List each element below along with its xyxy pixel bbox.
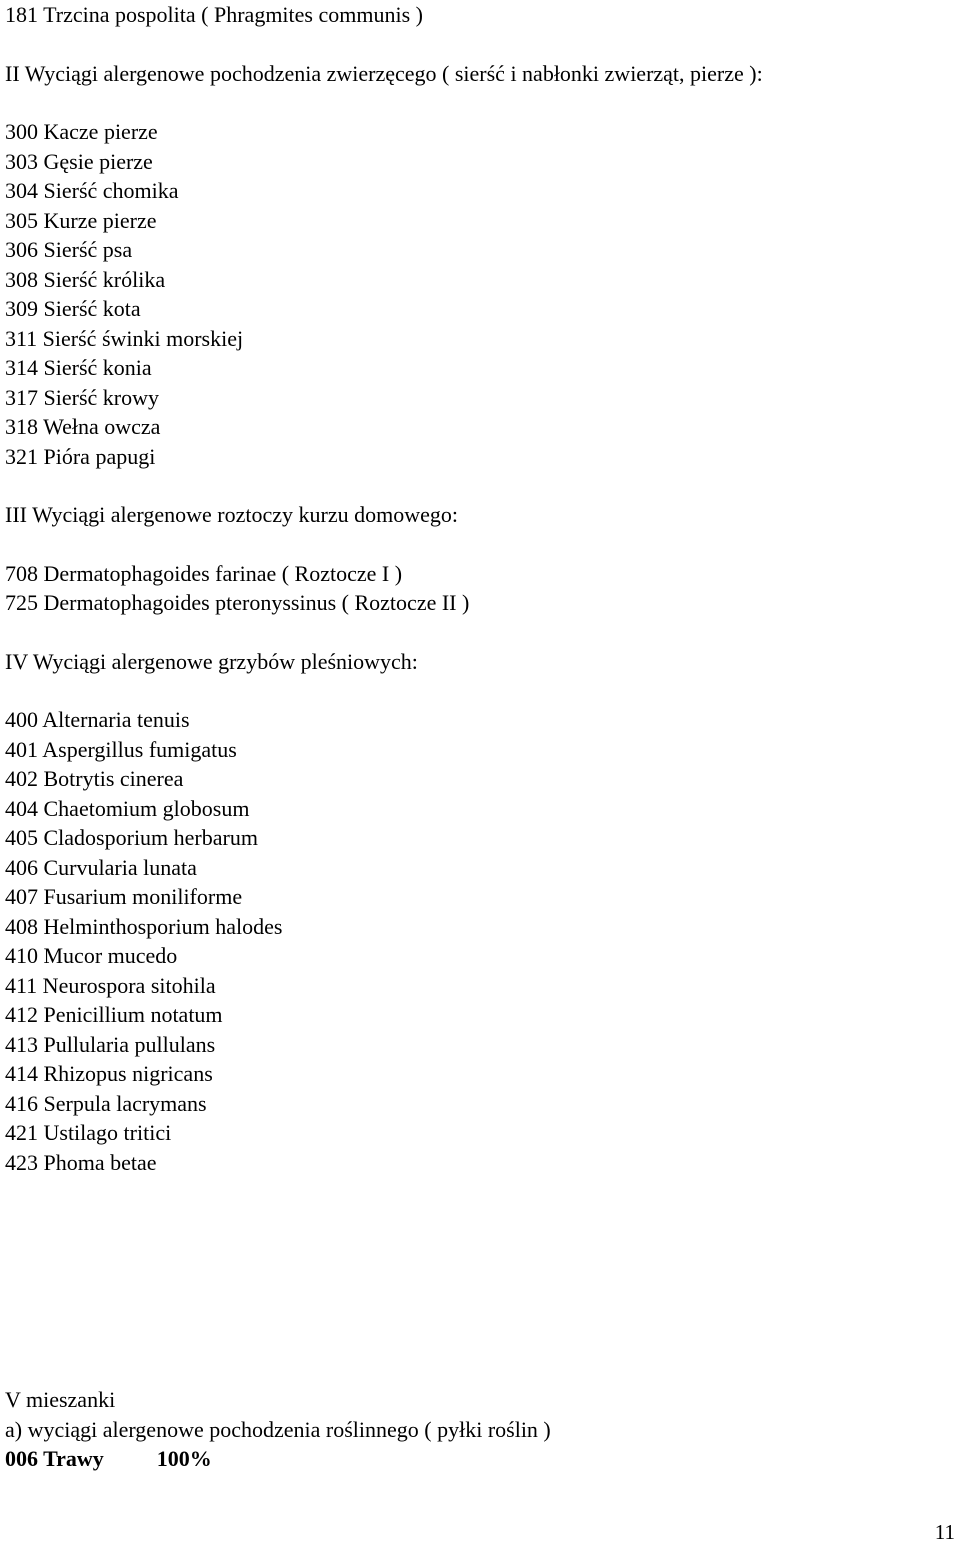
list-item: 306 Sierść psa: [5, 237, 133, 262]
list-item: 318 Wełna owcza: [5, 414, 161, 439]
section-heading-molds: IV Wyciągi alergenowe grzybów pleśniowych:: [5, 648, 418, 674]
list-item: 401 Aspergillus fumigatus: [5, 736, 237, 762]
mite-allergen-list: [5, 559, 955, 618]
list-item: 414 Rhizopus nigricans: [5, 1061, 213, 1086]
section-heading-mites: III Wyciągi alergenowe roztoczy kurzu domowego:: [5, 502, 458, 527]
mixture-entry-label: 006 Trawy: [5, 1446, 104, 1471]
list-item: 402 Botrytis cinerea: [5, 766, 184, 791]
list-item: 181 Trzcina pospolita ( Phragmites communis ): [5, 2, 423, 27]
list-item: 400 Alternaria tenuis: [5, 707, 190, 732]
list-item: 300 Kacze pierze: [5, 119, 158, 144]
list-item: 314 Sierść konia: [5, 355, 152, 380]
section-heading-animal: II Wyciągi alergenowe pochodzenia zwierzęcego ( sierść i nabłonki zwierząt, pierze ):: [5, 60, 763, 86]
list-item: 406 Curvularia lunata: [5, 854, 197, 880]
list-item: 317 Sierść krowy: [5, 384, 159, 410]
spacer: [5, 471, 955, 500]
list-item: 411 Neurospora sitohila: [5, 972, 216, 998]
list-item: 413 Pullularia pullulans: [5, 1031, 216, 1057]
list-item: 412 Penicillium notatum: [5, 1002, 223, 1027]
section-subheading-pollen: a) wyciągi alergenowe pochodzenia roślinnego ( pyłki roślin ): [5, 1416, 551, 1442]
list-item: 725 Dermatophagoides pteronyssinus ( Roztocze II ): [5, 590, 470, 615]
mold-allergen-list: [5, 705, 955, 1177]
spacer: [5, 676, 955, 705]
section-heading-mixtures: V mieszanki: [5, 1387, 116, 1412]
animal-allergen-list: [5, 117, 955, 471]
list-item: 309 Sierść kota: [5, 296, 141, 321]
list-item: 308 Sierść królika: [5, 266, 166, 292]
mixture-entry: [5, 1444, 955, 1474]
document-page: [5, 0, 955, 1474]
spacer: [5, 618, 955, 647]
list-item: 311 Sierść świnki morskiej: [5, 325, 244, 351]
list-item: 404 Chaetomium globosum: [5, 795, 250, 821]
list-item: 304 Sierść chomika: [5, 178, 179, 203]
spacer: [5, 1177, 955, 1385]
spacer: [5, 88, 955, 117]
list-item: 423 Phoma betae: [5, 1149, 157, 1175]
list-item: 407 Fusarium moniliforme: [5, 884, 243, 909]
list-item: 421 Ustilago tritici: [5, 1120, 172, 1145]
spacer: [5, 30, 955, 59]
list-item: 416 Serpula lacrymans: [5, 1090, 207, 1116]
list-item: 405 Cladosporium herbarum: [5, 825, 258, 850]
list-item: 410 Mucor mucedo: [5, 943, 178, 968]
mixture-entry-value: 100%: [156, 1446, 212, 1471]
list-item: 408 Helminthosporium halodes: [5, 913, 283, 939]
list-item: 321 Pióra papugi: [5, 443, 156, 469]
spacer: [5, 530, 955, 559]
list-item: 303 Gęsie pierze: [5, 148, 153, 174]
list-item: 708 Dermatophagoides farinae ( Roztocze I ): [5, 560, 403, 586]
page-number: 11: [934, 1520, 955, 1544]
list-item: 305 Kurze pierze: [5, 207, 157, 233]
